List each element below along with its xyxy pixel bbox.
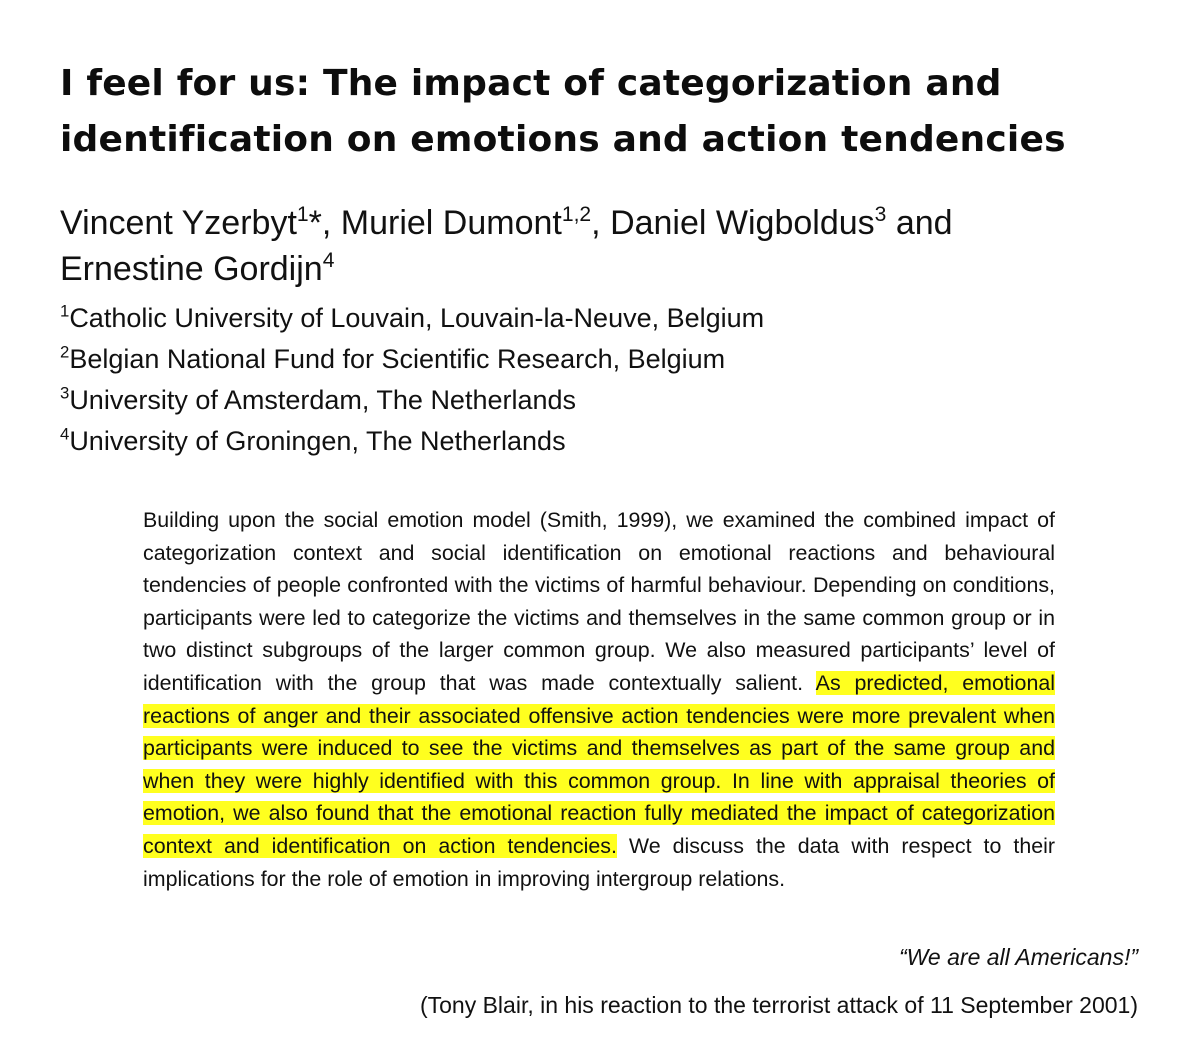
author-2: [341, 204, 591, 242]
author-affiliation-mark: 4: [322, 248, 335, 272]
affiliation-item: [60, 380, 1160, 421]
affiliation-number: 4: [60, 424, 70, 444]
affiliation-number: 2: [60, 342, 70, 362]
author-name: Vincent Yzerbyt: [60, 204, 297, 242]
author-affiliation-mark: 1: [296, 202, 309, 226]
abstract-text: Building upon the social emotion model (Smith, 1999), we examined the combined impact of categorization context and social identification on emotional reactions and behavioural tendencies of people confronted with the victims of harmful behaviour. Depending on conditions, participants were led to categorize the victims and themselves in the same common group or in two distinct subgroups of the larger common group. We also measured participants’ level of identification with the group that was made contextually salient.: [143, 508, 1055, 695]
author-name: Daniel Wigboldus: [610, 204, 875, 242]
author-affiliation-mark: 1,2: [561, 202, 592, 226]
author-separator: ,: [321, 204, 341, 242]
corresponding-author-mark: *: [308, 204, 322, 242]
author-3: [610, 204, 886, 242]
author-affiliation-mark: 3: [874, 202, 887, 226]
affiliation-text: University of Groningen, The Netherlands: [69, 426, 566, 456]
affiliation-list: [60, 298, 1160, 462]
author-list: [60, 200, 1160, 292]
epigraph-source: (Tony Blair, in his reaction to the terrorist attack of 11 September 2001): [419, 992, 1138, 1018]
abstract-text: We discuss the data with respect to their implications for the role of emotion in improving intergroup relations.: [143, 833, 1055, 891]
author-1: [60, 204, 322, 242]
affiliation-number: 1: [60, 301, 70, 321]
affiliation-text: Belgian National Fund for Scientific Research, Belgium: [69, 344, 726, 374]
author-name: Muriel Dumont: [340, 204, 562, 242]
author-name: Ernestine Gordijn: [60, 250, 323, 288]
abstract: [143, 504, 1055, 895]
paper-title: I feel for us: The impact of categorization and identification on emotions and action tendencies: [60, 63, 1066, 160]
author-4: [60, 250, 334, 288]
affiliation-text: Catholic University of Louvain, Louvain-la-Neuve, Belgium: [69, 303, 765, 333]
affiliation-item: [60, 298, 1160, 339]
affiliation-item: [60, 421, 1160, 462]
abstract-highlighted-text: As predicted, emotional reactions of anger and their associated offensive action tendencies were more prevalent when participants were induced to see the victims and themselves as part of the same group and when they were highly identified with this common group. In line with appraisal theories of emotion, we also found that the emotional reaction fully mediated the impact of categorization context and identification on action tendencies.: [143, 670, 1055, 858]
affiliation-item: [60, 339, 1160, 380]
epigraph-quote: “We are all Americans!”: [898, 944, 1138, 970]
author-separator: and: [886, 204, 953, 242]
affiliation-number: 3: [60, 383, 70, 403]
affiliation-text: University of Amsterdam, The Netherlands: [69, 385, 577, 415]
author-separator: ,: [591, 204, 611, 242]
